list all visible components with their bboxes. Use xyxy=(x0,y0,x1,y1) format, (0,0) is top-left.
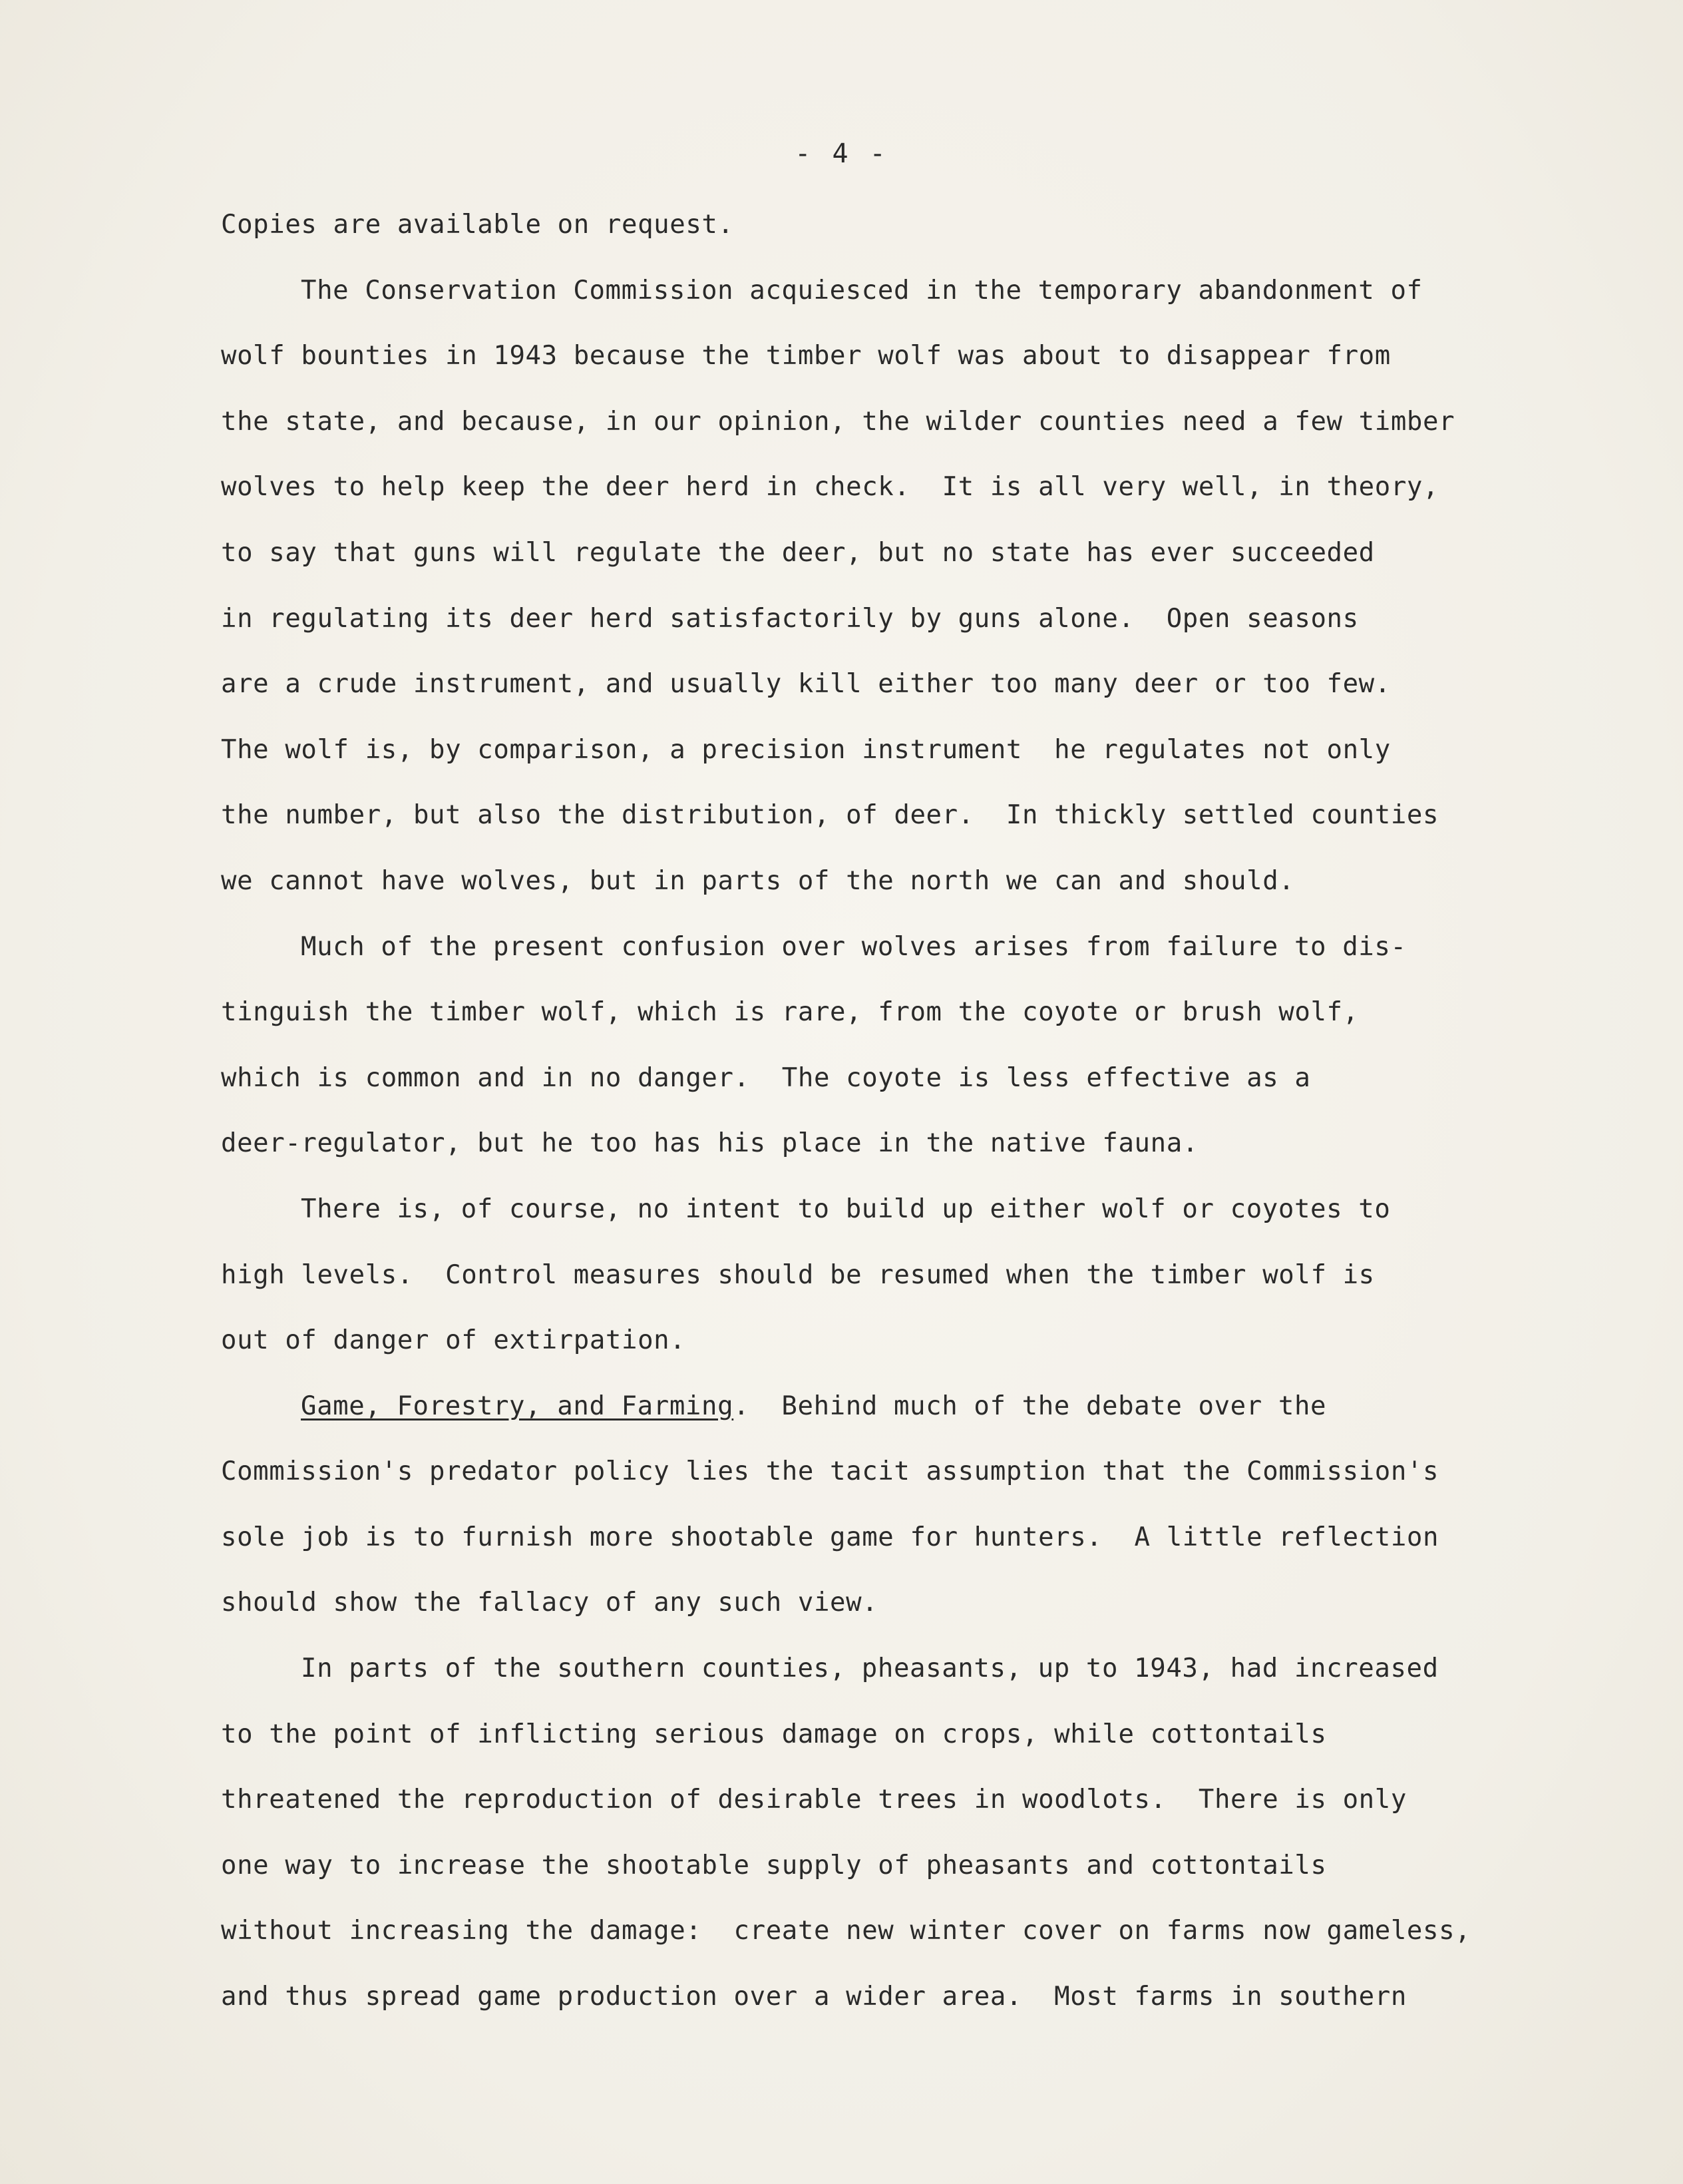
paragraph-start-line: There is, of course, no intent to build up either wolf or coyotes to xyxy=(301,1194,1391,1224)
paragraph-start-line: Much of the present confusion over wolves arises from failure to dis- xyxy=(301,931,1407,962)
text-line: sole job is to furnish more shootable game for hunters. A little reflection xyxy=(221,1522,1439,1552)
section-heading: Game, Forestry, and Farming xyxy=(301,1391,734,1421)
text-line: without increasing the damage: create new winter cover on farms now gameless, xyxy=(221,1916,1471,1946)
text-line: are a crude instrument, and usually kill either too many deer or too few. xyxy=(221,669,1391,700)
text-line: we cannot have wolves, but in parts of the north we can and should. xyxy=(221,865,1295,896)
text-line: Copies are available on request. xyxy=(221,210,734,240)
text-line: in regulating its deer herd satisfactorily by guns alone. Open seasons xyxy=(221,603,1359,634)
section-heading-continuation: Behind much of the debate over the xyxy=(781,1391,1327,1421)
text-line: The wolf is, by comparison, a precision instrument he regulates not only xyxy=(221,734,1391,765)
text-line: threatened the reproduction of desirable trees in woodlots. There is only xyxy=(221,1785,1407,1815)
text-line: wolf bounties in 1943 because the timber wolf was about to disappear from xyxy=(221,341,1391,371)
text-line: the number, but also the distribution, of deer. In thickly settled counties xyxy=(221,800,1439,831)
text-line: wolves to help keep the deer herd in check. It is all very well, in theory, xyxy=(221,472,1439,503)
text-line: to the point of inflicting serious damage on crops, while cottontails xyxy=(221,1719,1327,1749)
page-number: - 4 - xyxy=(795,138,888,169)
text-line: Commission's predator policy lies the tacit assumption that the Commission's xyxy=(221,1456,1439,1487)
body-text xyxy=(221,205,1552,2043)
text-line: which is common and in no danger. The coyote is less effective as a xyxy=(221,1062,1311,1093)
text-line: and thus spread game production over a wider area. Most farms in southern xyxy=(221,1982,1407,2012)
heading-separator: . xyxy=(733,1391,782,1421)
text-line: to say that guns will regulate the deer, but no state has ever succeeded xyxy=(221,537,1375,568)
text-line: one way to increase the shootable supply of pheasants and cottontails xyxy=(221,1850,1327,1880)
paragraph-start-line: The Conservation Commission acquiesced in the temporary abandonment of xyxy=(301,275,1423,306)
text-line: tinguish the timber wolf, which is rare, from the coyote or brush wolf, xyxy=(221,997,1359,1028)
section-heading-line xyxy=(221,1387,1552,1452)
paragraph-start-line: In parts of the southern counties, pheasants, up to 1943, had increased xyxy=(301,1653,1439,1684)
text-line: high levels. Control measures should be resumed when the timber wolf is xyxy=(221,1259,1375,1290)
text-line: the state, and because, in our opinion, the wilder counties need a few timber xyxy=(221,406,1455,437)
text-line: out of danger of extirpation. xyxy=(221,1325,686,1356)
text-line: should show the fallacy of any such view. xyxy=(221,1588,878,1618)
text-line: deer-regulator, but he too has his place in the native fauna. xyxy=(221,1128,1199,1159)
